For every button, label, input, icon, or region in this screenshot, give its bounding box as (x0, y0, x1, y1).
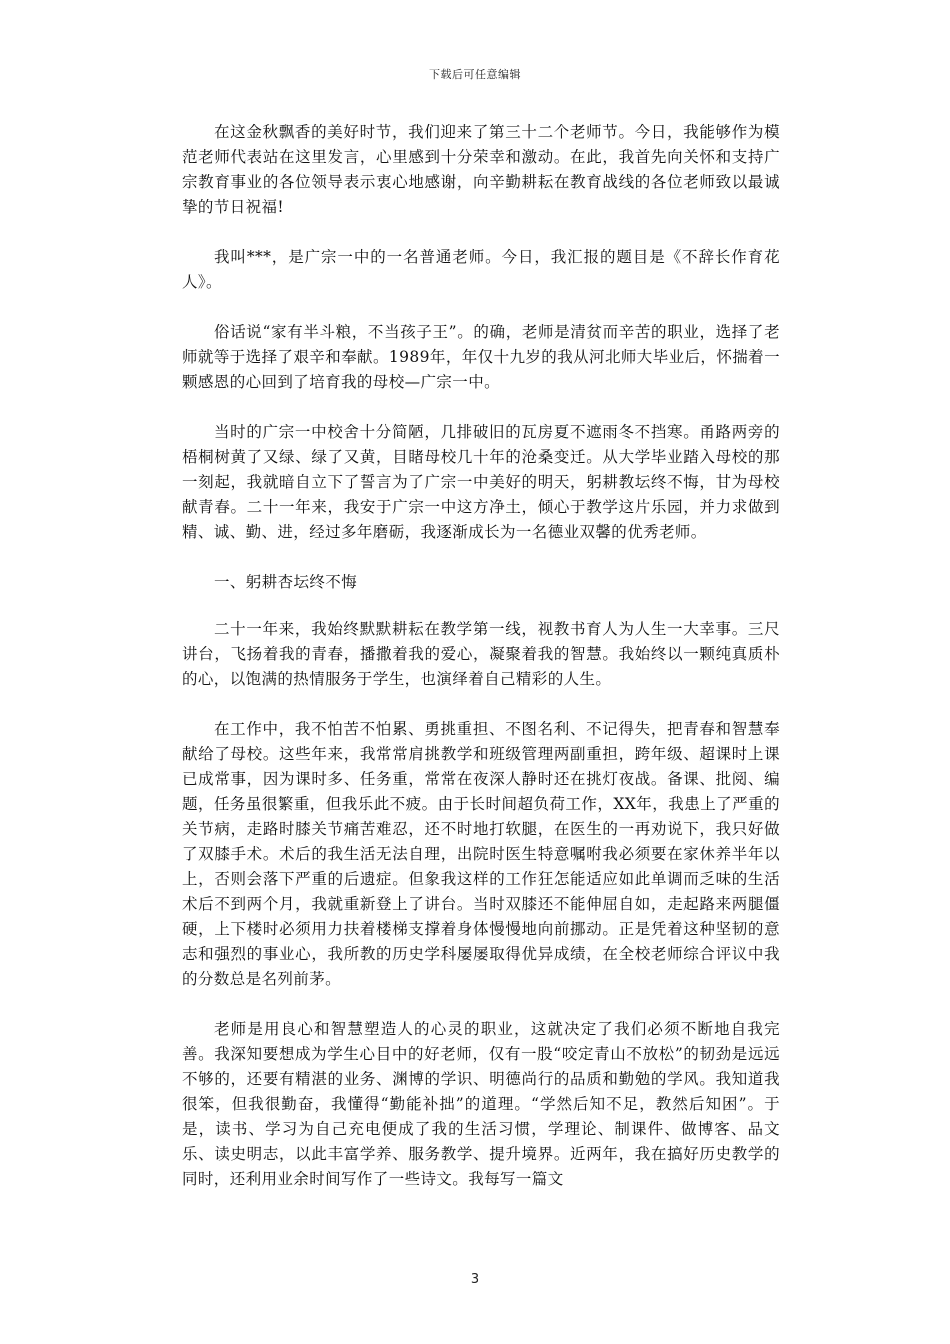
page-header: 下载后可任意编辑 (429, 68, 521, 81)
paragraph-twenty-one-years: 二十一年来，我始终默默耕耘在教学第一线，视教书育人为人生一大幸事。三尺讲台，飞扬着我的青春，播撒着我的爱心，凝聚着我的智慧。我始终以一颗纯真质朴的心，以饱满的热情服务于学生，也演绎着自己精彩的人生。 (182, 620, 780, 688)
section-heading: 一、躬耕杏坛终不悔 (214, 573, 358, 591)
paragraph-introduction: 我叫***，是广宗一中的一名普通老师。今日，我汇报的题目是《不辞长作育花人》。 (182, 248, 780, 291)
paragraph-dedication: 在工作中，我不怕苦不怕累、勇挑重担、不图名利、不记得失，把青春和智慧奉献给了母校。这些年来，我常常肩挑教学和班级管理两副重担，跨年级、超课时上课已成常事，因为课时多、任务重，常常在夜深人静时还在挑灯夜战。备课、批阅、编题，任务虽很繁重，但我乐此不疲。由于长时间超负荷工作，XX年，我患上了严重的关节病，走路时膝关节痛苦难忍，还不时地打软腿，在医生的一再劝说下，我只好做了双膝手术。术后的我生活无法自理，出院时医生特意嘱咐我必须要在家休养半年以上，否则会落下严重的后遗症。但象我这样的工作狂怎能适应如此单调而乏味的生活术后不到两个月，我就重新登上了讲台。当时双膝还不能伸屈自如，走起路来两腿僵硬，上下楼时必须用力扶着楼梯支撑着身体慢慢地向前挪动。正是凭着这种坚韧的意志和强烈的事业心，我所教的历史学科屡屡取得优异成绩，在全校老师综合评议中我的分数总是名列前茅。 (182, 720, 780, 988)
paragraph-self-improvement: 老师是用良心和智慧塑造人的心灵的职业，这就决定了我们必须不断地自我完善。我深知要想成为学生心目中的好老师，仅有一股“咬定青山不放松”的韧劲是远远不够的，还要有精湛的业务、渊博的学识、明德尚行的品质和勤勉的学风。我知道我很笨，但我很勤奋，我懂得“勤能补拙”的道理。“学然后知不足，教然后知困”。于是，读书、学习为自己充电便成了我的生活习惯，学理论、制课件、做博客、品文乐、读史明志，以此丰富学养、服务教学、提升境界。近两年，我在搞好历史教学的同时，还利用业余时间写作了一些诗文。我每写一篇文 (182, 1020, 780, 1188)
paragraph-opening: 在这金秋飘香的美好时节，我们迎来了第三十二个老师节。今日，我能够作为模范老师代表站在这里发言，心里感到十分荣幸和激动。在此，我首先向关怀和支持广宗教育事业的各位领导表示衷心地感谢，向辛勤耕耘在教育战线的各位老师致以最诚挚的节日祝福! (182, 123, 780, 216)
paragraph-saying: 俗话说“家有半斗粮，不当孩子王”。的确，老师是清贫而辛苦的职业，选择了老师就等于选择了艰辛和奉献。1989年，年仅十九岁的我从河北师大毕业后，怀揣着一颗感恩的心回到了培育我的母校—广宗一中。 (182, 323, 780, 391)
paragraph-school-history: 当时的广宗一中校舍十分简陋，几排破旧的瓦房夏不遮雨冬不挡寒。甬路两旁的梧桐树黄了又绿、绿了又黄，目睹母校几十年的沧桑变迁。从大学毕业踏入母校的那一刻起，我就暗自立下了誓言为了广宗一中美好的明天，躬耕教坛终不悔，甘为母校献青春。二十一年来，我安于广宗一中这方净土，倾心于教学这片乐园，并力求做到精、诚、勤、进，经过多年磨砺，我逐渐成长为一名德业双馨的优秀老师。 (182, 423, 780, 541)
document-body (182, 120, 780, 1217)
page-number: 3 (470, 1272, 480, 1287)
